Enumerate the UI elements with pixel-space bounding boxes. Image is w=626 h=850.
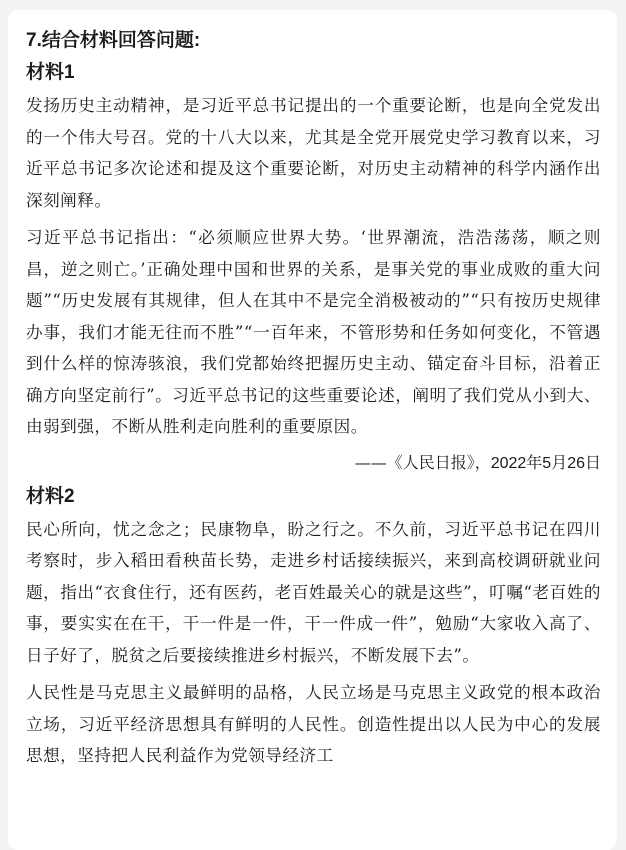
material2-paragraph-1: 民心所向，忧之念之；民康物阜，盼之行之。不久前，习近平总书记在四川考察时，步入稻田看秧苗长势，走进乡村话接续振兴，来到高校调研就业问题，指出“衣食住行，还有医药，老百姓最关心的就是这些”，叮嘱“老百姓的事，要实实在在干，干一件是一件，干一件成一件”，勉励“大家收入高了、日子好了，脱贫之后要接续推进乡村振兴，不断发展下去”。 [26,519,601,665]
material1-paragraph-2: 习近平总书记指出：“必须顺应世界大势。‘世界潮流，浩浩荡荡，顺之则昌，逆之则亡。’正确处理中国和世界的关系，是事关党的事业成败的重大问题”“历史发展有其规律，但人在其中不是完全消极被动的”“只有按历史规律办事，我们才能无往而不胜”“一百年来，不管形势和任务如何变化，不管遇到什么样的惊涛骇浪，我们党都始终把握历史主动、锚定奋斗目标，沿着正确方向坚定前行”。习近平总书记的这些重要论述，阐明了我们党从小到大、由弱到强，不断从胜利走向胜利的重要原因。 [26,228,601,436]
material1-source [26,449,601,478]
source-publication: ——《人民日报》， [354,452,491,472]
material2-paragraph-2: 人民性是马克思主义最鲜明的品格，人民立场是马克思主义政党的根本政治立场，习近平经济思想具有鲜明的人民性。创造性提出以人民为中心的发展思想，坚持把人民利益作为党领导经济工 [26,683,601,765]
material1-paragraph-1: 发扬历史主动精神，是习近平总书记提出的一个重要论断，也是向全党发出的一个伟大号召。党的十八大以来，尤其是全党开展党史学习教育以来，习近平总书记多次论述和提及这个重要论断，对历史主动精神的科学内涵作出深刻阐释。 [26,96,601,210]
material2-title: 材料2 [26,485,75,507]
question-title: 7.结合材料回答问题: [26,30,201,51]
question-card [8,10,617,850]
material1-title: 材料1 [26,62,75,83]
source-date: 2022年5月26日 [490,454,601,472]
